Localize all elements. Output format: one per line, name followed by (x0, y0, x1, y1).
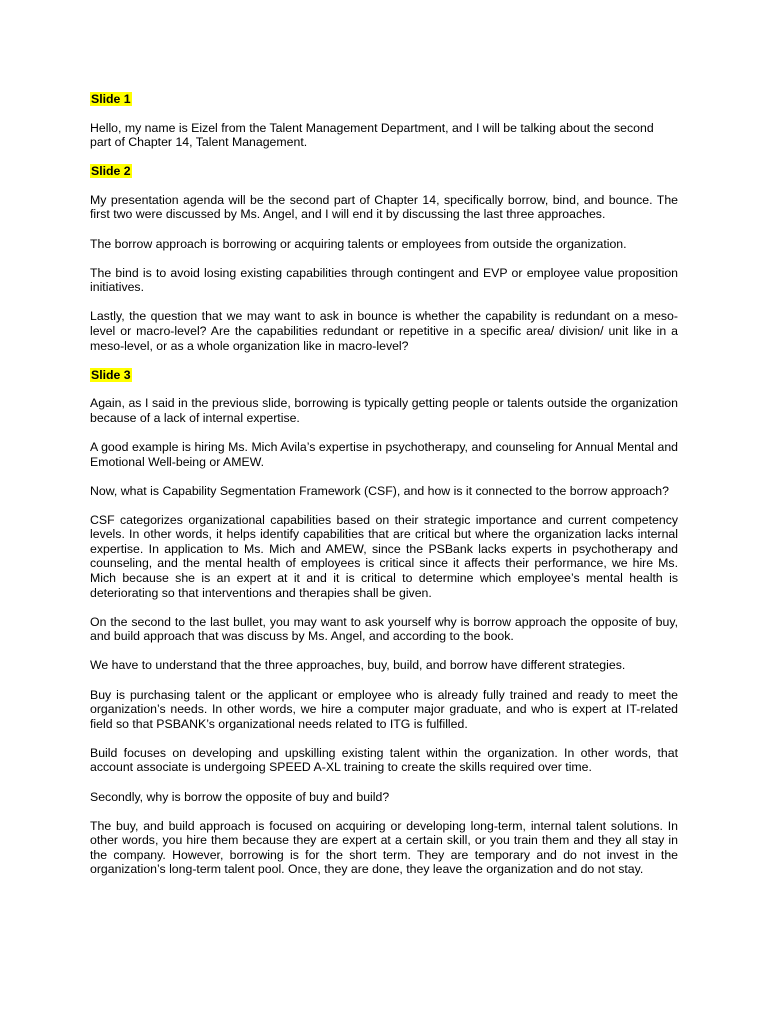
document-page (90, 92, 678, 891)
slide-1-heading-text: Slide 1 (91, 92, 131, 106)
slide-2-heading-text: Slide 2 (91, 164, 131, 179)
slide-2-heading (90, 164, 678, 179)
slide-3-section (90, 368, 678, 877)
slide-1-section (90, 92, 678, 150)
slide-2-section (90, 164, 678, 353)
slide-3-paragraph-7: Buy is purchasing talent or the applicant or employee who is already fully trained and ready to meet the organization’s needs. In other words, we hire a computer major graduate, and who is expert at IT-related field so that PSBANK’s organizational needs related to ITG is fulfilled. (90, 687, 678, 731)
slide-3-paragraph-2: A good example is hiring Ms. Mich Avila’s expertise in psychotherapy, and counseling for Annual Mental and Emotional Well-being or AMEW. (90, 439, 678, 469)
slide-3-paragraph-10: The buy, and build approach is focused on acquiring or developing long-term, internal talent solutions. In other words, you hire them because they are expert at a certain skill, or you train them and they all stay in the company. However, borrowing is for the short term. They are temporary and do not invest in the organization’s long-term talent pool. Once, they are done, they leave the organization and do not stay. (90, 818, 678, 877)
slide-3-paragraph-4: CSF categorizes organizational capabilities based on their strategic importance and current competency levels. In other words, it helps identify capabilities that are critical but where the organization lacks internal expertise. In application to Ms. Mich and AMEW, since the PSBank lacks experts in psychotherapy and counseling, and the mental health of employees is critical since it affects their performance, we hire Ms. Mich because she is an expert at it and it is critical to determine which employee’s mental health is deteriorating so that interventions and therapies shall be given. (90, 512, 678, 600)
slide-3-paragraph-8: Build focuses on developing and upskilling existing talent within the organization. In other words, that account associate is undergoing SPEED A-XL training to create the skills required over time. (90, 745, 678, 775)
slide-3-heading (90, 368, 678, 383)
slide-3-paragraph-3: Now, what is Capability Segmentation Framework (CSF), and how is it connected to the borrow approach? (90, 483, 669, 498)
slide-3-heading-text: Slide 3 (91, 367, 131, 382)
slide-3-paragraph-6: We have to understand that the three approaches, buy, build, and borrow have different strategies. (90, 658, 626, 673)
slide-1-heading (90, 92, 678, 107)
slide-3-paragraph-5: On the second to the last bullet, you may want to ask yourself why is borrow approach the opposite of buy, and build approach that was discuss by Ms. Angel, and according to the book. (90, 614, 678, 644)
slide-2-paragraph-2: The borrow approach is borrowing or acquiring talents or employees from outside the organization. (90, 236, 627, 251)
slide-3-paragraph-9: Secondly, why is borrow the opposite of buy and build? (90, 789, 390, 804)
slide-2-paragraph-3: The bind is to avoid losing existing capabilities through contingent and EVP or employee value proposition initiatives. (90, 265, 678, 295)
slide-2-paragraph-4: Lastly, the question that we may want to ask in bounce is whether the capability is redundant on a meso-level or macro-level? Are the capabilities redundant or repetitive in a specific area/ division/ unit like in a meso-level, or as a whole organization like in macro-level? (90, 309, 678, 353)
slide-1-paragraph-1: Hello, my name is Eizel from the Talent Management Department, and I will be talking about the second part of Chapter 14, Talent Management. (90, 120, 654, 150)
slide-3-paragraph-1: Again, as I said in the previous slide, borrowing is typically getting people or talents outside the organization because of a lack of internal expertise. (90, 396, 678, 425)
slide-2-paragraph-1: My presentation agenda will be the second part of Chapter 14, specifically borrow, bind, and bounce. The first two were discussed by Ms. Angel, and I will end it by discussing the last three approaches. (90, 192, 678, 222)
